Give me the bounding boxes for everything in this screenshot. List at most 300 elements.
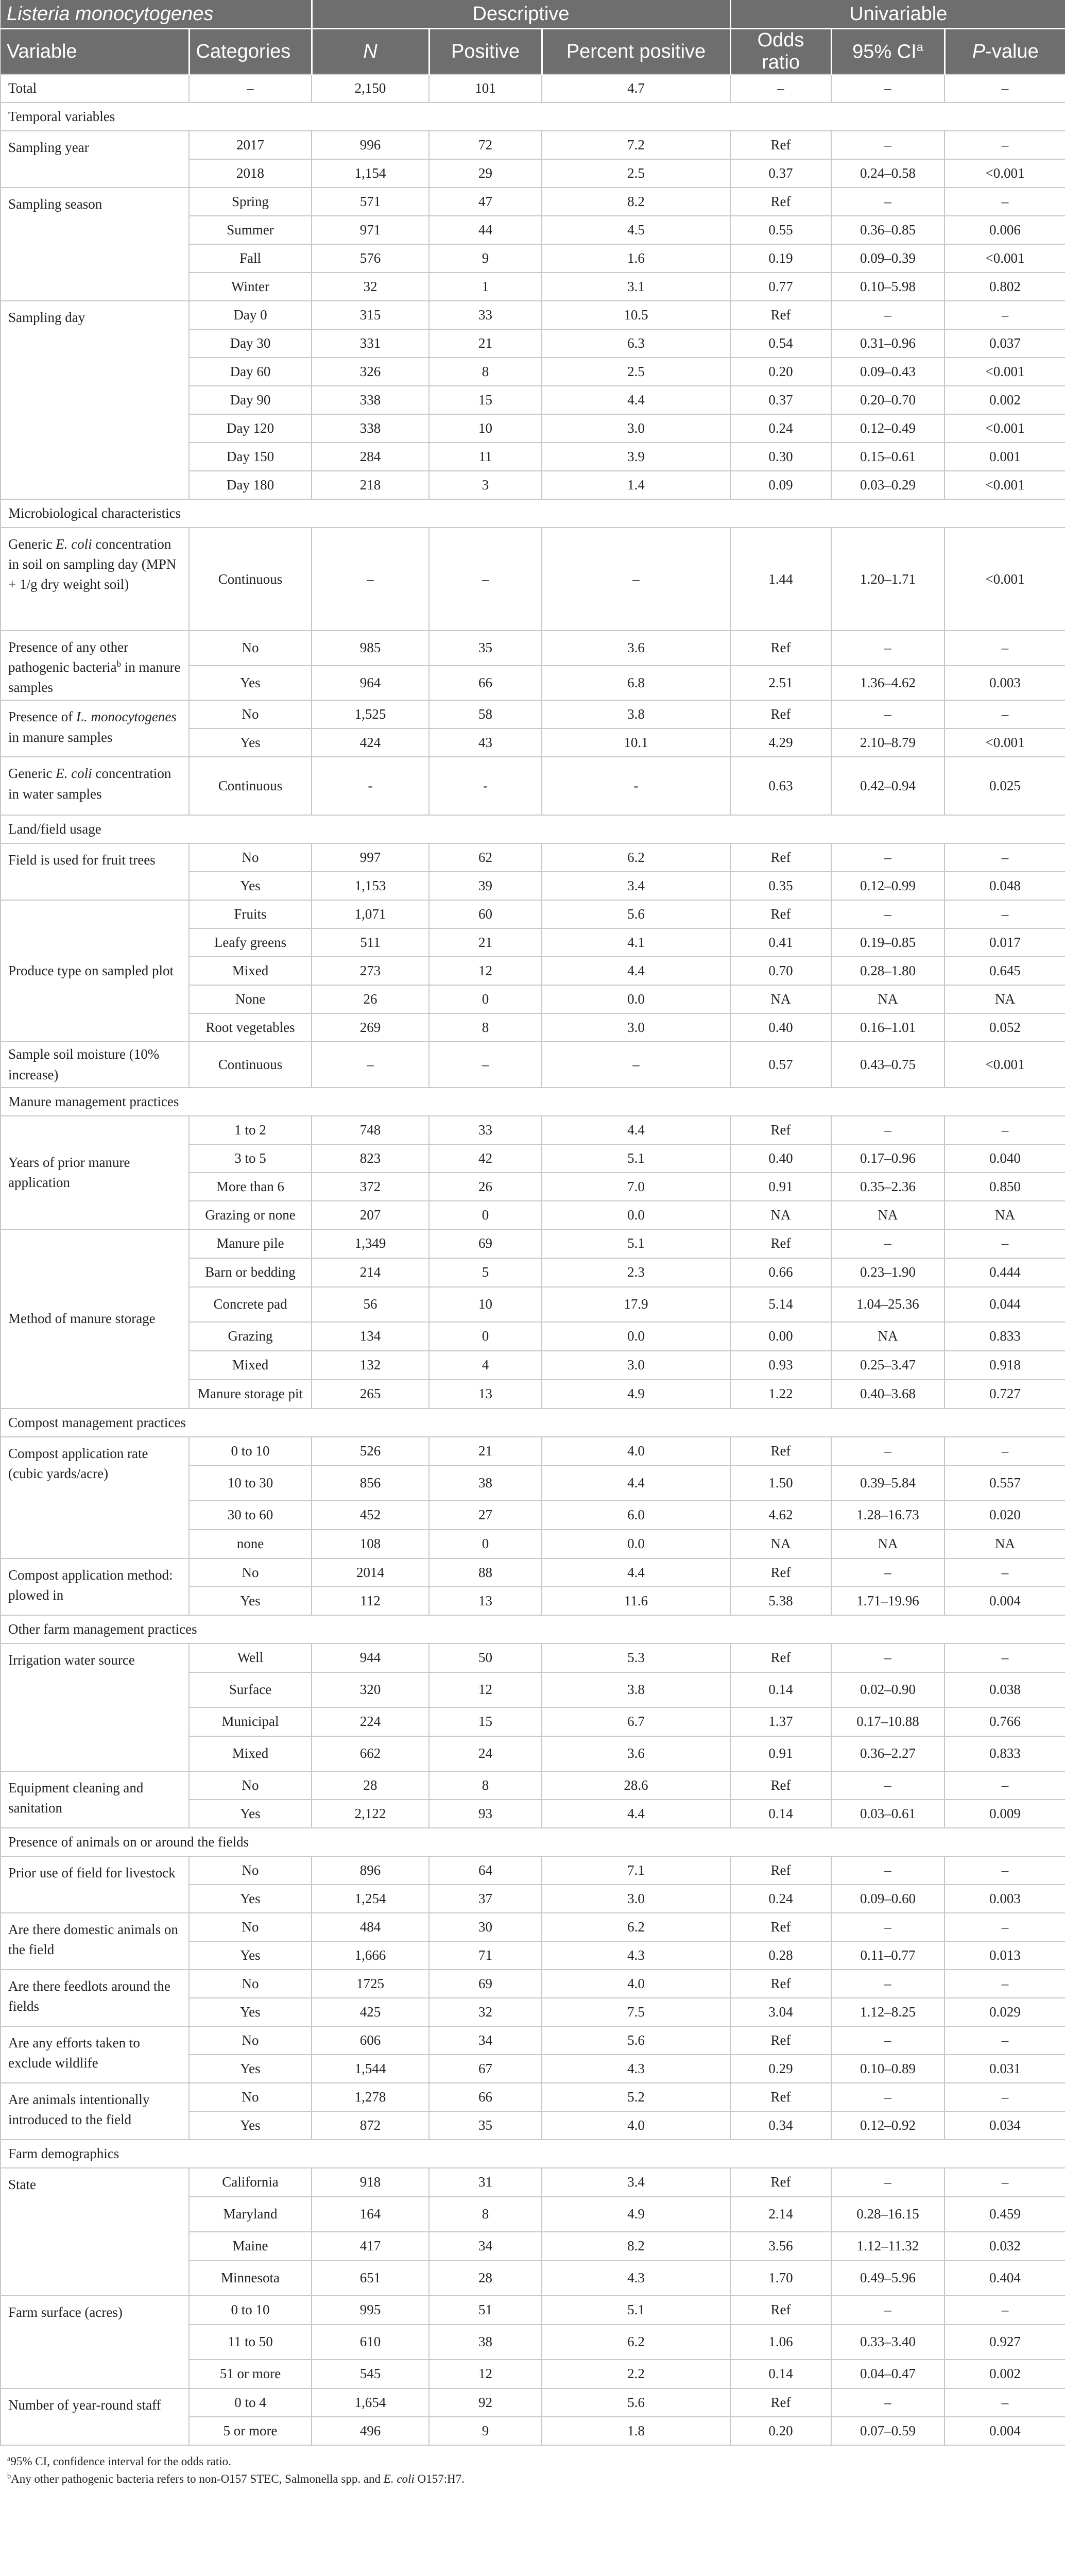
variable-cell bbox=[1, 1856, 189, 1913]
positive-cell: 34 bbox=[429, 2232, 542, 2261]
n-cell: 872 bbox=[312, 2111, 429, 2140]
p-value-cell: 0.032 bbox=[944, 2232, 1065, 2261]
category-cell: No bbox=[189, 1970, 312, 1998]
positive-cell: 92 bbox=[429, 2388, 542, 2417]
p-value-cell: 0.002 bbox=[944, 386, 1065, 414]
p-value-cell: – bbox=[944, 1229, 1065, 1258]
p-value-cell: 0.037 bbox=[944, 329, 1065, 358]
ci-cell: – bbox=[831, 1913, 944, 1941]
positive-cell: 31 bbox=[429, 2168, 542, 2197]
n-cell: 417 bbox=[312, 2232, 429, 2261]
positive-cell: 47 bbox=[429, 188, 542, 216]
positive-cell: 29 bbox=[429, 159, 542, 188]
percent-cell: 3.1 bbox=[542, 273, 730, 301]
percent-cell: 3.0 bbox=[542, 414, 730, 443]
header-categories: Categories bbox=[189, 29, 312, 75]
ci-cell: – bbox=[831, 900, 944, 928]
odds-ratio-cell: 0.41 bbox=[730, 928, 831, 957]
p-value-cell: 0.052 bbox=[944, 1013, 1065, 1042]
ci-cell: – bbox=[831, 843, 944, 872]
category-cell: 0 to 10 bbox=[189, 1437, 312, 1466]
n-cell: 1,278 bbox=[312, 2083, 429, 2111]
n-cell: 1,544 bbox=[312, 2055, 429, 2083]
n-cell: 576 bbox=[312, 244, 429, 273]
percent-cell: 7.2 bbox=[542, 131, 730, 159]
ci-cell: – bbox=[831, 301, 944, 329]
odds-ratio-cell: Ref bbox=[730, 1229, 831, 1258]
variable-text: Irrigation water source bbox=[8, 1652, 135, 1668]
odds-ratio-cell: 0.14 bbox=[730, 1672, 831, 1707]
p-value-cell: – bbox=[944, 2388, 1065, 2417]
percent-cell: 3.0 bbox=[542, 1885, 730, 1913]
table-row bbox=[1, 131, 1065, 159]
category-cell: No bbox=[189, 1558, 312, 1587]
category-cell: Day 0 bbox=[189, 301, 312, 329]
p-value-cell: NA bbox=[944, 985, 1065, 1013]
footnote-marker: b bbox=[116, 659, 122, 669]
variable-cell: Total bbox=[1, 74, 189, 103]
positive-cell: 13 bbox=[429, 1380, 542, 1409]
header-group-univariable: Univariable bbox=[730, 0, 1065, 29]
category-cell: Yes bbox=[189, 872, 312, 900]
odds-ratio-cell: Ref bbox=[730, 188, 831, 216]
odds-ratio-cell: NA bbox=[730, 985, 831, 1013]
category-cell: No bbox=[189, 1856, 312, 1885]
positive-cell: 5 bbox=[429, 1258, 542, 1287]
variable-text: Are animals intentionally introduced to the field bbox=[8, 2091, 150, 2127]
odds-ratio-cell: 0.34 bbox=[730, 2111, 831, 2140]
ci-cell: 0.40–3.68 bbox=[831, 1380, 944, 1409]
category-cell: Mixed bbox=[189, 1351, 312, 1380]
section-row bbox=[1, 815, 1065, 843]
percent-cell: 4.3 bbox=[542, 2261, 730, 2296]
odds-ratio-cell: Ref bbox=[730, 131, 831, 159]
variable-text: Sampling year bbox=[8, 140, 89, 155]
table-row bbox=[1, 631, 1065, 666]
p-value-cell: 0.004 bbox=[944, 1587, 1065, 1615]
ci-cell: 1.12–8.25 bbox=[831, 1998, 944, 2026]
positive-cell: 66 bbox=[429, 666, 542, 701]
p-value-cell: 0.404 bbox=[944, 2261, 1065, 2296]
ci-cell: 0.49–5.96 bbox=[831, 2261, 944, 2296]
n-cell: 424 bbox=[312, 728, 429, 757]
section-row bbox=[1, 1088, 1065, 1116]
n-cell: 964 bbox=[312, 666, 429, 701]
odds-ratio-cell: Ref bbox=[730, 1856, 831, 1885]
variable-text: Are there domestic animals on the field bbox=[8, 1921, 178, 1957]
section-header: Compost management practices bbox=[1, 1409, 1065, 1437]
p-value-cell: <0.001 bbox=[944, 471, 1065, 499]
header-group-descriptive: Descriptive bbox=[312, 0, 730, 29]
percent-cell: 7.1 bbox=[542, 1856, 730, 1885]
ci-cell: – bbox=[831, 2168, 944, 2197]
percent-cell: 2.5 bbox=[542, 358, 730, 386]
p-value-cell: 0.048 bbox=[944, 872, 1065, 900]
percent-cell: 4.4 bbox=[542, 1558, 730, 1587]
category-cell: Yes bbox=[189, 1941, 312, 1970]
positive-cell: 35 bbox=[429, 2111, 542, 2140]
ci-cell: – bbox=[831, 1437, 944, 1466]
n-cell: 1,153 bbox=[312, 872, 429, 900]
positive-cell: 11 bbox=[429, 443, 542, 471]
section-header: Land/field usage bbox=[1, 815, 1065, 843]
positive-cell: 69 bbox=[429, 1229, 542, 1258]
table-row bbox=[1, 1042, 1065, 1087]
variable-cell bbox=[1, 2026, 189, 2083]
category-cell: Manure pile bbox=[189, 1229, 312, 1258]
variable-cell bbox=[1, 843, 189, 900]
p-value-cell: – bbox=[944, 188, 1065, 216]
n-cell: 1,154 bbox=[312, 159, 429, 188]
p-value-cell: 0.766 bbox=[944, 1707, 1065, 1736]
percent-cell: 4.4 bbox=[542, 386, 730, 414]
variable-text: State bbox=[8, 2176, 36, 2192]
n-cell: 26 bbox=[312, 985, 429, 1013]
variable-cell bbox=[1, 631, 189, 700]
ci-cell: 0.31–0.96 bbox=[831, 329, 944, 358]
odds-ratio-cell: Ref bbox=[730, 900, 831, 928]
ci-cell: 1.71–19.96 bbox=[831, 1587, 944, 1615]
p-value-cell: – bbox=[944, 700, 1065, 728]
category-cell: Yes bbox=[189, 728, 312, 757]
p-value-cell: 0.727 bbox=[944, 1380, 1065, 1409]
variable-cell bbox=[1, 1042, 189, 1087]
variable-cell bbox=[1, 900, 189, 1042]
ci-cell: 0.23–1.90 bbox=[831, 1258, 944, 1287]
header-variable: Variable bbox=[1, 29, 189, 75]
positive-cell: 0 bbox=[429, 1530, 542, 1558]
variable-cell bbox=[1, 757, 189, 815]
category-cell: 0 to 10 bbox=[189, 2296, 312, 2325]
category-cell: No bbox=[189, 1913, 312, 1941]
table-row bbox=[1, 843, 1065, 872]
table-row bbox=[1, 74, 1065, 103]
odds-ratio-cell: 0.77 bbox=[730, 273, 831, 301]
odds-ratio-cell: 0.00 bbox=[730, 1322, 831, 1351]
p-value-cell: – bbox=[944, 631, 1065, 666]
odds-ratio-cell: Ref bbox=[730, 1437, 831, 1466]
variable-text: in manure samples bbox=[8, 729, 113, 745]
ci-cell: – bbox=[831, 2026, 944, 2055]
category-cell: 10 to 30 bbox=[189, 1466, 312, 1501]
odds-ratio-cell: Ref bbox=[730, 2026, 831, 2055]
positive-cell: 9 bbox=[429, 244, 542, 273]
positive-cell: 88 bbox=[429, 1558, 542, 1587]
ci-cell: 0.33–3.40 bbox=[831, 2325, 944, 2360]
percent-cell: – bbox=[542, 528, 730, 631]
p-value-cell: 0.009 bbox=[944, 1800, 1065, 1828]
p-value-cell: 0.017 bbox=[944, 928, 1065, 957]
ci-cell: 0.04–0.47 bbox=[831, 2360, 944, 2388]
table-row bbox=[1, 528, 1065, 631]
p-value-cell: 0.013 bbox=[944, 1941, 1065, 1970]
category-cell: Winter bbox=[189, 273, 312, 301]
table-row bbox=[1, 2026, 1065, 2055]
percent-cell: 5.1 bbox=[542, 1144, 730, 1173]
ci-cell: 0.25–3.47 bbox=[831, 1351, 944, 1380]
section-row bbox=[1, 1615, 1065, 1643]
variable-text: Sampling day bbox=[8, 310, 85, 325]
percent-cell: 7.5 bbox=[542, 1998, 730, 2026]
ci-cell: – bbox=[831, 1116, 944, 1144]
category-cell: None bbox=[189, 985, 312, 1013]
n-cell: 164 bbox=[312, 2197, 429, 2232]
table-row bbox=[1, 1643, 1065, 1672]
percent-cell: 6.7 bbox=[542, 1707, 730, 1736]
variable-cell bbox=[1, 1229, 189, 1409]
variable-text: Generic bbox=[8, 766, 56, 782]
odds-ratio-cell: Ref bbox=[730, 1558, 831, 1587]
positive-cell: – bbox=[429, 528, 542, 631]
ci-cell: 0.02–0.90 bbox=[831, 1672, 944, 1707]
n-cell: 2,150 bbox=[312, 74, 429, 103]
positive-cell: 60 bbox=[429, 900, 542, 928]
n-cell: 896 bbox=[312, 1856, 429, 1885]
percent-cell: 3.6 bbox=[542, 1736, 730, 1771]
category-cell: 3 to 5 bbox=[189, 1144, 312, 1173]
category-cell: Day 120 bbox=[189, 414, 312, 443]
positive-cell: 8 bbox=[429, 1013, 542, 1042]
positive-cell: 13 bbox=[429, 1587, 542, 1615]
ci-cell: NA bbox=[831, 1530, 944, 1558]
category-cell: Yes bbox=[189, 1587, 312, 1615]
variable-text: Number of year-round staff bbox=[8, 2397, 161, 2413]
odds-ratio-cell: 0.24 bbox=[730, 1885, 831, 1913]
variable-cell bbox=[1, 1643, 189, 1771]
positive-cell: 12 bbox=[429, 1672, 542, 1707]
section-row bbox=[1, 103, 1065, 131]
category-cell: Municipal bbox=[189, 1707, 312, 1736]
ci-cell: 2.10–8.79 bbox=[831, 728, 944, 757]
positive-cell: 101 bbox=[429, 74, 542, 103]
n-cell: 338 bbox=[312, 386, 429, 414]
positive-cell: 71 bbox=[429, 1941, 542, 1970]
n-cell: 452 bbox=[312, 1501, 429, 1530]
variable-text: Presence of any other pathogenic bacteria bbox=[8, 639, 129, 675]
n-cell: - bbox=[312, 757, 429, 815]
category-cell: Manure storage pit bbox=[189, 1380, 312, 1409]
p-value-cell: 0.006 bbox=[944, 216, 1065, 244]
category-cell: Day 60 bbox=[189, 358, 312, 386]
p-value-cell: <0.001 bbox=[944, 728, 1065, 757]
p-value-cell: <0.001 bbox=[944, 159, 1065, 188]
ci-cell: 0.09–0.43 bbox=[831, 358, 944, 386]
p-value-cell: <0.001 bbox=[944, 244, 1065, 273]
positive-cell: 10 bbox=[429, 1287, 542, 1322]
p-value-cell: – bbox=[944, 74, 1065, 103]
p-value-cell: – bbox=[944, 2026, 1065, 2055]
category-cell: Grazing bbox=[189, 1322, 312, 1351]
category-cell: California bbox=[189, 2168, 312, 2197]
percent-cell: 0.0 bbox=[542, 1530, 730, 1558]
ci-cell: 0.42–0.94 bbox=[831, 757, 944, 815]
n-cell: 108 bbox=[312, 1530, 429, 1558]
positive-cell: 39 bbox=[429, 872, 542, 900]
n-cell: 326 bbox=[312, 358, 429, 386]
p-value-cell: – bbox=[944, 1643, 1065, 1672]
ci-cell: 0.28–1.80 bbox=[831, 957, 944, 985]
odds-ratio-cell: 0.93 bbox=[730, 1351, 831, 1380]
category-cell: Maryland bbox=[189, 2197, 312, 2232]
percent-cell: 6.2 bbox=[542, 843, 730, 872]
positive-cell: 38 bbox=[429, 2325, 542, 2360]
ci-cell: – bbox=[831, 1558, 944, 1587]
n-cell: 823 bbox=[312, 1144, 429, 1173]
positive-cell: 15 bbox=[429, 1707, 542, 1736]
n-cell: – bbox=[312, 1042, 429, 1087]
ci-cell: – bbox=[831, 2296, 944, 2325]
section-header: Microbiological characteristics bbox=[1, 499, 1065, 528]
positive-cell: 37 bbox=[429, 1885, 542, 1913]
category-cell: 51 or more bbox=[189, 2360, 312, 2388]
p-value-cell: – bbox=[944, 1558, 1065, 1587]
category-cell: Yes bbox=[189, 1885, 312, 1913]
header-ci: 95% $CI^a$ bbox=[831, 29, 944, 75]
n-cell: 997 bbox=[312, 843, 429, 872]
ci-cell: 0.10–5.98 bbox=[831, 273, 944, 301]
percent-cell: 0.0 bbox=[542, 1201, 730, 1229]
percent-cell: 5.3 bbox=[542, 1643, 730, 1672]
variable-cell bbox=[1, 1913, 189, 1970]
ci-cell: – bbox=[831, 2083, 944, 2111]
p-value-cell: – bbox=[944, 1856, 1065, 1885]
odds-ratio-cell: 1.70 bbox=[730, 2261, 831, 2296]
variable-text: Are there feedlots around the fields bbox=[8, 1978, 170, 2014]
ci-cell: – bbox=[831, 2388, 944, 2417]
category-cell: 11 to 50 bbox=[189, 2325, 312, 2360]
n-cell: 207 bbox=[312, 1201, 429, 1229]
odds-ratio-cell: 0.20 bbox=[730, 358, 831, 386]
variable-cell bbox=[1, 301, 189, 499]
odds-ratio-cell: 0.66 bbox=[730, 1258, 831, 1287]
section-header: Other farm management practices bbox=[1, 1615, 1065, 1643]
variable-cell bbox=[1, 1970, 189, 2026]
percent-cell: 4.7 bbox=[542, 74, 730, 103]
category-cell: – bbox=[189, 74, 312, 103]
header-percent-positive: Percent positive bbox=[542, 29, 730, 75]
table-row bbox=[1, 1913, 1065, 1941]
percent-cell: 4.4 bbox=[542, 1466, 730, 1501]
ci-cell: 1.36–4.62 bbox=[831, 666, 944, 701]
n-cell: 2014 bbox=[312, 1558, 429, 1587]
percent-cell: 5.6 bbox=[542, 900, 730, 928]
p-value-cell: – bbox=[944, 2168, 1065, 2197]
odds-ratio-cell: 5.14 bbox=[730, 1287, 831, 1322]
category-cell: Well bbox=[189, 1643, 312, 1672]
table-row bbox=[1, 301, 1065, 329]
variable-text-italic: E. coli bbox=[56, 536, 92, 552]
percent-cell: 5.1 bbox=[542, 1229, 730, 1258]
percent-cell: 10.1 bbox=[542, 728, 730, 757]
category-cell: Concrete pad bbox=[189, 1287, 312, 1322]
ci-cell: – bbox=[831, 1643, 944, 1672]
variable-text: Compost application rate (cubic yards/acre) bbox=[8, 1445, 148, 1481]
n-cell: 1,666 bbox=[312, 1941, 429, 1970]
n-cell: 265 bbox=[312, 1380, 429, 1409]
positive-cell: 1 bbox=[429, 273, 542, 301]
p-value-cell: NA bbox=[944, 1201, 1065, 1229]
percent-cell: 6.8 bbox=[542, 666, 730, 701]
ci-cell: 1.28–16.73 bbox=[831, 1501, 944, 1530]
positive-cell: 26 bbox=[429, 1173, 542, 1201]
ci-cell: 1.20–1.71 bbox=[831, 528, 944, 631]
variable-text: Presence of bbox=[8, 709, 76, 725]
n-cell: 918 bbox=[312, 2168, 429, 2197]
percent-cell: 5.2 bbox=[542, 2083, 730, 2111]
ci-cell: NA bbox=[831, 1201, 944, 1229]
variable-cell bbox=[1, 700, 189, 757]
ci-cell: NA bbox=[831, 985, 944, 1013]
ci-cell: 0.09–0.39 bbox=[831, 244, 944, 273]
p-value-cell: 0.020 bbox=[944, 1501, 1065, 1530]
ci-cell: 0.03–0.61 bbox=[831, 1800, 944, 1828]
table-row bbox=[1, 1229, 1065, 1258]
n-cell: 132 bbox=[312, 1351, 429, 1380]
n-cell: 651 bbox=[312, 2261, 429, 2296]
ci-cell: 0.36–0.85 bbox=[831, 216, 944, 244]
percent-cell: 4.4 bbox=[542, 1800, 730, 1828]
table-body bbox=[1, 74, 1065, 2445]
category-cell: Day 180 bbox=[189, 471, 312, 499]
variable-text: Produce type on sampled plot bbox=[8, 963, 174, 979]
positive-cell: 66 bbox=[429, 2083, 542, 2111]
variable-cell bbox=[1, 1437, 189, 1558]
odds-ratio-cell: 4.62 bbox=[730, 1501, 831, 1530]
ci-cell: 0.39–5.84 bbox=[831, 1466, 944, 1501]
percent-cell: 4.9 bbox=[542, 2197, 730, 2232]
percent-cell: 6.3 bbox=[542, 329, 730, 358]
p-value-cell: – bbox=[944, 1437, 1065, 1466]
positive-cell: 38 bbox=[429, 1466, 542, 1501]
odds-ratio-cell: 0.30 bbox=[730, 443, 831, 471]
ci-cell: 0.36–2.27 bbox=[831, 1736, 944, 1771]
section-header: Presence of animals on or around the fields bbox=[1, 1828, 1065, 1856]
category-cell: 2017 bbox=[189, 131, 312, 159]
n-cell: 545 bbox=[312, 2360, 429, 2388]
variable-text: Sample soil moisture (10% increase) bbox=[8, 1046, 160, 1082]
positive-cell: - bbox=[429, 757, 542, 815]
percent-cell: 3.8 bbox=[542, 1672, 730, 1707]
positive-cell: 44 bbox=[429, 216, 542, 244]
variable-cell bbox=[1, 131, 189, 188]
p-value-cell: <0.001 bbox=[944, 528, 1065, 631]
percent-cell: 4.5 bbox=[542, 216, 730, 244]
p-value-cell: 0.004 bbox=[944, 2417, 1065, 2445]
p-value-cell: 0.833 bbox=[944, 1322, 1065, 1351]
ci-cell: 0.19–0.85 bbox=[831, 928, 944, 957]
p-value-cell: <0.001 bbox=[944, 1042, 1065, 1087]
odds-ratio-cell: 4.29 bbox=[730, 728, 831, 757]
category-cell: 1 to 2 bbox=[189, 1116, 312, 1144]
odds-ratio-cell: Ref bbox=[730, 1771, 831, 1800]
positive-cell: 35 bbox=[429, 631, 542, 666]
percent-cell: 5.1 bbox=[542, 2296, 730, 2325]
percent-cell: – bbox=[542, 1042, 730, 1087]
n-cell: 214 bbox=[312, 1258, 429, 1287]
n-cell: 1,654 bbox=[312, 2388, 429, 2417]
table-row bbox=[1, 2168, 1065, 2197]
header-organism: Listeria monocytogenes bbox=[1, 0, 312, 29]
variable-text: in manure samples bbox=[8, 659, 181, 696]
category-cell: No bbox=[189, 2026, 312, 2055]
n-cell: 1,254 bbox=[312, 1885, 429, 1913]
odds-ratio-cell: Ref bbox=[730, 1970, 831, 1998]
odds-ratio-cell: 2.14 bbox=[730, 2197, 831, 2232]
category-cell: No bbox=[189, 631, 312, 666]
variable-text: Sampling season bbox=[8, 196, 102, 212]
category-cell: Root vegetables bbox=[189, 1013, 312, 1042]
n-cell: 224 bbox=[312, 1707, 429, 1736]
